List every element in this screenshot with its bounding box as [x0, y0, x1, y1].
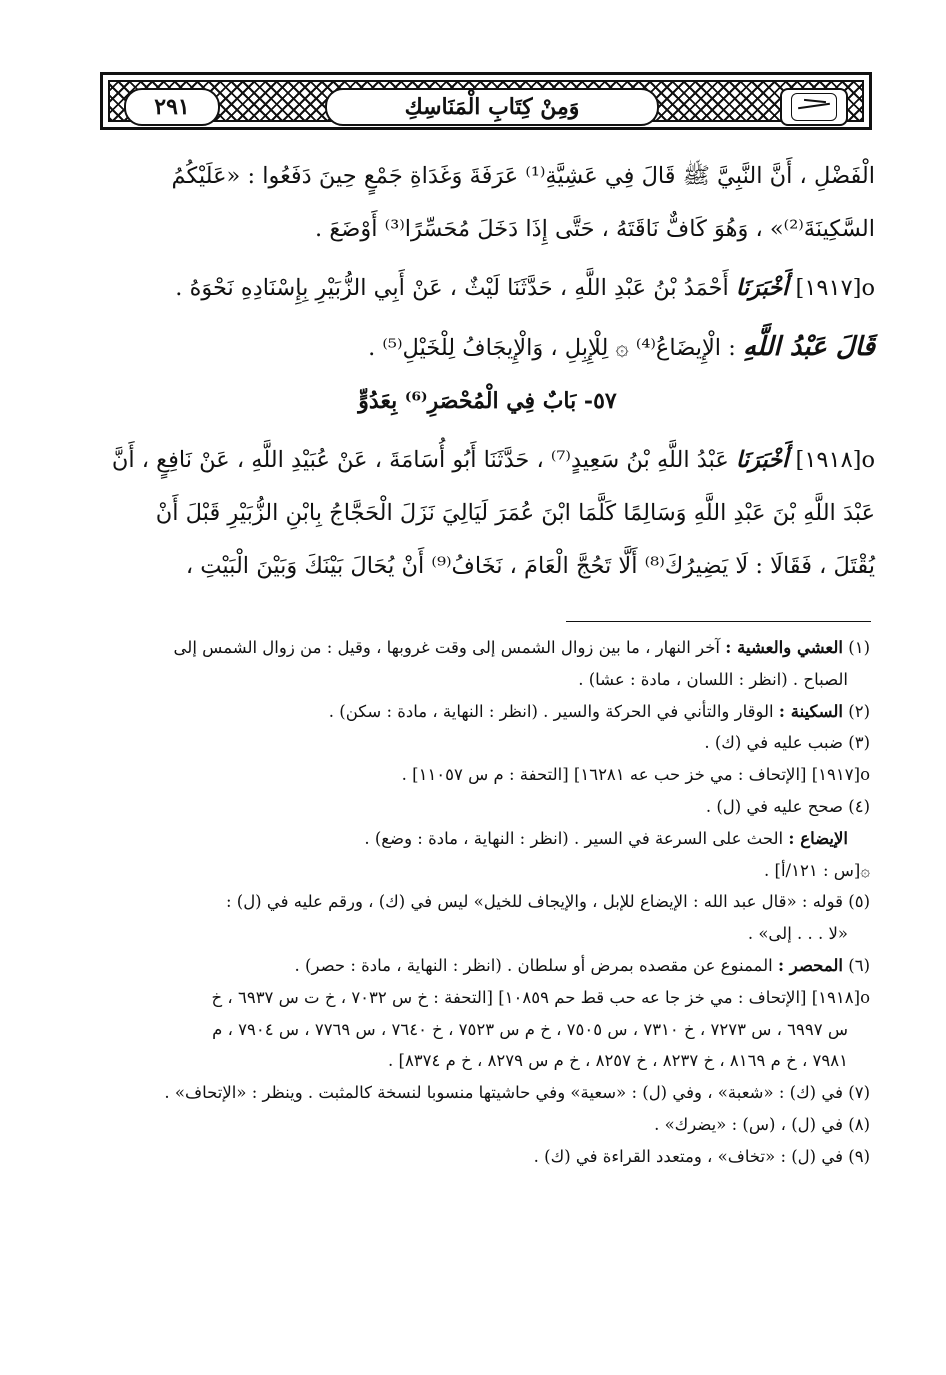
footnote-1: [95, 632, 870, 664]
title-cartouche: [325, 88, 659, 126]
footnotes: [95, 632, 870, 1173]
footnote-3: (٣) ضبب عليه في (ك) .: [704, 733, 870, 753]
footnote-number: (٦): [848, 955, 870, 975]
footnote-9: (٩) في (ل) : «تخاف» ، ومتعدد القراءة في (ك) .: [533, 1146, 870, 1166]
footnote-text: الحث على السرعة في السير . (انظر : النهاية ، مادة : وضع) .: [364, 828, 784, 848]
footnote-term: العشي والعشية :: [725, 638, 843, 657]
takhrij-1918-cont: ٧٩٨١ ، خ م ٨١٦٩ ، خ ٨٢٣٧ ، خ ٨٢٥٧ ، خ م س ٨٢٧٩ ، خ م ٨٣٧٤] .: [388, 1051, 848, 1071]
hadith-lead: أَخْبَرَنَا: [735, 447, 789, 473]
hadith-number: o[١٩١٧]: [795, 275, 875, 301]
hadith-text: أَحْمَدُ بْنُ عَبْدِ اللَّهِ ، حَدَّثَنَا لَيْثٌ ، عَنْ أَبِي الزُّبَيْرِ بِإِسْنَادِهِ نَحْوَهُ .: [175, 275, 729, 301]
footnote-5-cont: «لا . . . إلى» .: [747, 924, 848, 944]
text-line: الْفَضْلِ ، أَنَّ النَّبِيَّ ﷺ قَالَ فِي عَشِيَّةِ⁽¹⁾ عَرَفَةَ وَغَدَاةِ جَمْعٍ حِينَ دَفَعُوا : «عَلَيْكُمُ: [171, 163, 875, 189]
footnote-4-gloss: [95, 823, 870, 855]
footnote-term: السكينة :: [778, 701, 843, 721]
footnote-text: الممنوع عن مقصده بمرض أو سلطان . (انظر : النهاية ، مادة : حصر) .: [294, 955, 773, 975]
footnote-8: (٨) في (ل) ، (س) : «يضرك» .: [654, 1114, 870, 1134]
takhrij-1918-cont: س ٦٩٩٧ ، س ٧٢٧٣ ، خ ٧٣١٠ ، س ٧٥٠٥ ، خ م س ٧٥٢٣ ، خ ٧٦٤٠ ، س ٧٧٦٩ ، س ٧٩٠٤ ، م: [212, 1019, 848, 1039]
chapter-heading: ٥٧- بَابٌ فِي الْمُحْصَرِ⁽⁶⁾ بِعَدُوٍّ: [358, 388, 617, 414]
hadith-text: عَبْدُ اللَّهِ بْنُ سَعِيدٍ⁽⁷⁾ ، حَدَّثَنَا أَبُو أُسَامَةَ ، عَنْ عُبَيْدِ اللَّهِ ، عَنْ نَافِعٍ ، أَنَّ: [111, 447, 729, 473]
hadith-1918: [100, 434, 875, 487]
footnote-term: الإيضاع :: [788, 828, 848, 848]
takhrij-1917: o[١٩١٧] [الإتحاف : مي خز حب عه ١٦٢٨١] [التحفة : م س ١١٠٥٧] .: [401, 765, 870, 785]
seal-logo-icon: [791, 93, 837, 121]
hadith-lead: أَخْبَرَنَا: [735, 275, 789, 301]
folio-note: ۞[س : ١٢١/أ] .: [764, 860, 870, 880]
footnote-7: (٧) في (ك) : «شعبة» ، وفي (ل) : «سعية» وفي حاشيتها منسوبا لنسخة كالمثبت . وينظر : «الإتحاف» .: [164, 1083, 870, 1103]
qal-abdullah: [100, 321, 875, 375]
header-ornament: [108, 80, 864, 122]
footnote-5: (٥) قوله : «قال عبد الله : الإيضاع للإبل ، والإيجاف للخيل» ليس في (ك) ، ورقم عليه في (ل) :: [225, 892, 870, 912]
footnote-4: (٤) صحح عليه في (ل) .: [705, 796, 870, 816]
main-text: [100, 150, 875, 593]
text-line: السَّكِينَةَ⁽²⁾» ، وَهُوَ كَافٌّ نَاقَتَهُ ، حَتَّى إِذَا دَخَلَ مُحَسِّرًا⁽³⁾ أَوْضَعَ .: [315, 216, 875, 242]
footnote-number: (٢): [848, 701, 870, 721]
takhrij-1918: o[١٩١٨] [الإتحاف : مي خز جا عه حب قط حم ١٠٨٥٩] [التحفة : خ س ٧٠٣٢ ، خ ت س ٦٩٣٧ ، خ: [211, 987, 870, 1007]
qal-label: قَالَ عَبْدُ اللَّهِ: [742, 332, 875, 362]
footnote-2: [95, 696, 870, 728]
hadith-1917: [100, 262, 875, 315]
footnote-text: الوقار والتأني في الحركة والسير . (انظر : النهاية ، مادة : سكن) .: [328, 701, 774, 721]
footnote-1-cont: الصباح . (انظر : اللسان ، مادة : عشا) .: [578, 669, 848, 689]
text-line: يُقْتَلَ ، فَقَالَا : لَا يَضِيرُكَ⁽⁸⁾ أَلَّا تَحُجَّ الْعَامَ ، نَخَافُ⁽⁹⁾ أَنْ يُحَالَ بَيْنَكَ وَبَيْنَ الْبَيْتِ ،: [185, 553, 875, 579]
logo-cartouche: [780, 88, 848, 126]
running-title: وَمِنْ كِتَابِ الْمَنَاسِكِ: [404, 94, 580, 120]
footnote-text: آخر النهار ، ما بين زوال الشمس إلى وقت غروبها ، وقيل : من زوال الشمس إلى: [173, 638, 721, 657]
footnote-term: المحصر :: [777, 955, 843, 975]
footnote-number: (١): [848, 638, 870, 657]
footnote-separator: [566, 621, 871, 622]
qal-text: : الْإِيضَاعُ⁽⁴⁾ ۞ لِلْإِبِلِ ، وَالْإِيجَافُ لِلْخَيْلِ⁽⁵⁾ .: [368, 335, 736, 361]
hadith-number: o[١٩١٨]: [795, 447, 875, 473]
page-number-cartouche: [124, 88, 220, 126]
page-number: ٢٩١: [154, 94, 190, 120]
page-header: [100, 72, 872, 130]
footnote-6: [95, 950, 870, 982]
text-line: عَبْدَ اللَّهِ بْنَ عَبْدِ اللَّهِ وَسَالِمًا كَلَّمَا ابْنَ عُمَرَ لَيَالِيَ نَزَلَ الْحَجَّاجُ بِابْنِ الزُّبَيْرِ قَبْلَ أَنْ: [155, 500, 875, 526]
